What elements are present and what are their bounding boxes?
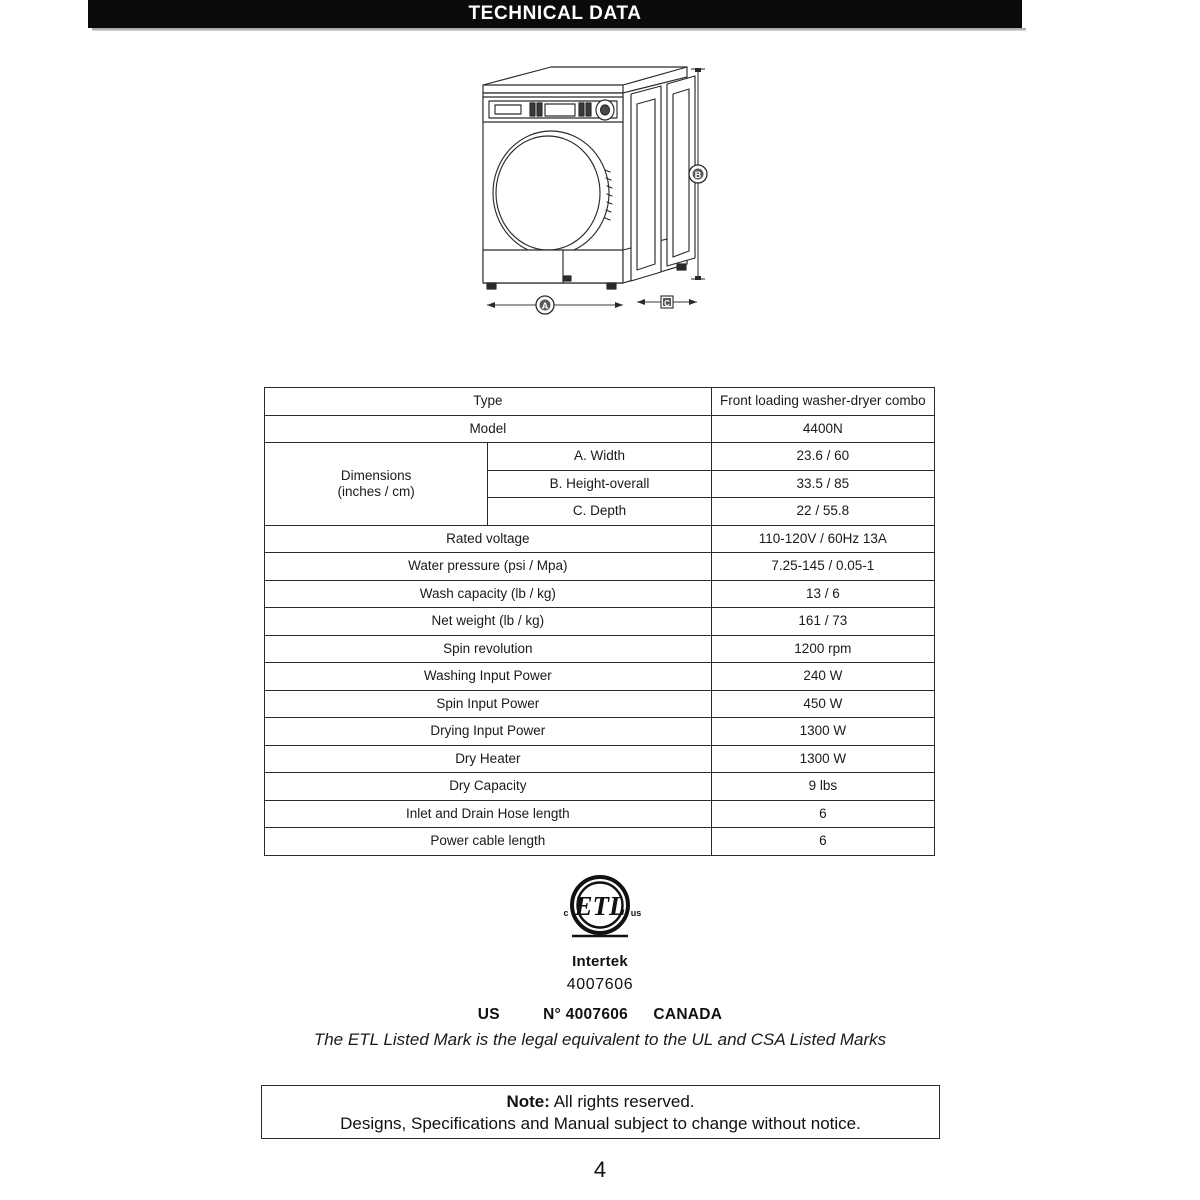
- etl-logo-us-mark: us: [630, 908, 642, 918]
- etl-logo: [535, 872, 665, 950]
- spec-label: C. Depth: [488, 498, 711, 526]
- page-title: TECHNICAL DATA: [468, 3, 642, 24]
- spec-label: B. Height-overall: [488, 470, 711, 498]
- table-row: [265, 443, 935, 471]
- etl-logo-c-mark: c: [563, 908, 569, 918]
- spec-value: 1300 W: [711, 718, 934, 746]
- spec-value: Front loading washer-dryer combo: [711, 388, 934, 416]
- table-row: [265, 388, 935, 416]
- spec-label: Power cable length: [265, 828, 712, 856]
- spec-value: 110-120V / 60Hz 13A: [711, 525, 934, 553]
- spec-value: 7.25-145 / 0.05-1: [711, 553, 934, 581]
- spec-value: 23.6 / 60: [711, 443, 934, 471]
- dimension-marker-b: [689, 165, 707, 183]
- page-number: 4: [593, 1157, 607, 1182]
- table-row: [265, 800, 935, 828]
- note-label: Note:: [506, 1092, 550, 1112]
- note-box: [261, 1085, 940, 1139]
- spec-label: Wash capacity (lb / kg): [265, 580, 712, 608]
- spec-label: Water pressure (psi / Mpa): [265, 553, 712, 581]
- table-row: [265, 718, 935, 746]
- table-row: [265, 773, 935, 801]
- spec-value: 6: [711, 800, 934, 828]
- spec-value: 240 W: [711, 663, 934, 691]
- etl-region-number: N° 4007606: [543, 1006, 629, 1023]
- spec-value: 1300 W: [711, 745, 934, 773]
- etl-region-canada: CANADA: [653, 1006, 723, 1023]
- specification-table: [264, 387, 935, 856]
- note-line-secondary: Designs, Specifications and Manual subject to change without notice.: [340, 1113, 861, 1133]
- etl-region-line: [0, 1006, 1200, 1024]
- table-row: [265, 525, 935, 553]
- table-row: [265, 635, 935, 663]
- table-row: [265, 745, 935, 773]
- header-drop-shadow: [92, 28, 1026, 31]
- spec-label: Model: [265, 415, 712, 443]
- table-row: [265, 553, 935, 581]
- spec-value: 450 W: [711, 690, 934, 718]
- etl-logo-text: ETL: [574, 891, 626, 921]
- dimension-marker-a: [536, 296, 554, 314]
- svg-text:A: A: [541, 301, 549, 311]
- svg-text:C: C: [664, 299, 670, 308]
- spec-label: Washing Input Power: [265, 663, 712, 691]
- spec-label: Rated voltage: [265, 525, 712, 553]
- note-text: All rights reserved.: [549, 1092, 695, 1112]
- spec-label: A. Width: [488, 443, 711, 471]
- etl-equivalence-statement: The ETL Listed Mark is the legal equivalent to the UL and CSA Listed Marks: [313, 1030, 887, 1049]
- dimensions-label-line-1: Dimensions: [340, 468, 412, 484]
- svg-text:B: B: [694, 170, 702, 180]
- specification-table-container: [264, 387, 935, 856]
- table-row: [265, 828, 935, 856]
- spec-label: Spin revolution: [265, 635, 712, 663]
- table-row: [265, 580, 935, 608]
- dimension-marker-c: [661, 296, 673, 308]
- etl-intertek-label: Intertek: [572, 953, 628, 970]
- spec-value: 9 lbs: [711, 773, 934, 801]
- table-row: [265, 608, 935, 636]
- spec-value: 13 / 6: [711, 580, 934, 608]
- table-row: [265, 415, 935, 443]
- etl-region-us: US: [477, 1006, 500, 1023]
- note-line-primary: [506, 1091, 694, 1112]
- etl-certification-block: [0, 872, 1200, 1050]
- table-row: [265, 663, 935, 691]
- washer-dryer-illustration: [455, 52, 745, 342]
- spec-value: 33.5 / 85: [711, 470, 934, 498]
- spec-label: Type: [265, 388, 712, 416]
- technical-data-header-bar: [88, 0, 1022, 28]
- table-row: [265, 690, 935, 718]
- spec-value: 6: [711, 828, 934, 856]
- dimensions-group-label: [265, 443, 488, 526]
- spec-label: Dry Capacity: [265, 773, 712, 801]
- etl-control-number: 4007606: [566, 976, 634, 993]
- spec-value: 1200 rpm: [711, 635, 934, 663]
- spec-label: Dry Heater: [265, 745, 712, 773]
- spec-value: 4400N: [711, 415, 934, 443]
- spec-label: Inlet and Drain Hose length: [265, 800, 712, 828]
- spec-label: Spin Input Power: [265, 690, 712, 718]
- spec-label: Net weight (lb / kg): [265, 608, 712, 636]
- spec-value: 22 / 55.8: [711, 498, 934, 526]
- spec-label: Drying Input Power: [265, 718, 712, 746]
- spec-value: 161 / 73: [711, 608, 934, 636]
- dimensions-label-line-2: (inches / cm): [337, 483, 415, 499]
